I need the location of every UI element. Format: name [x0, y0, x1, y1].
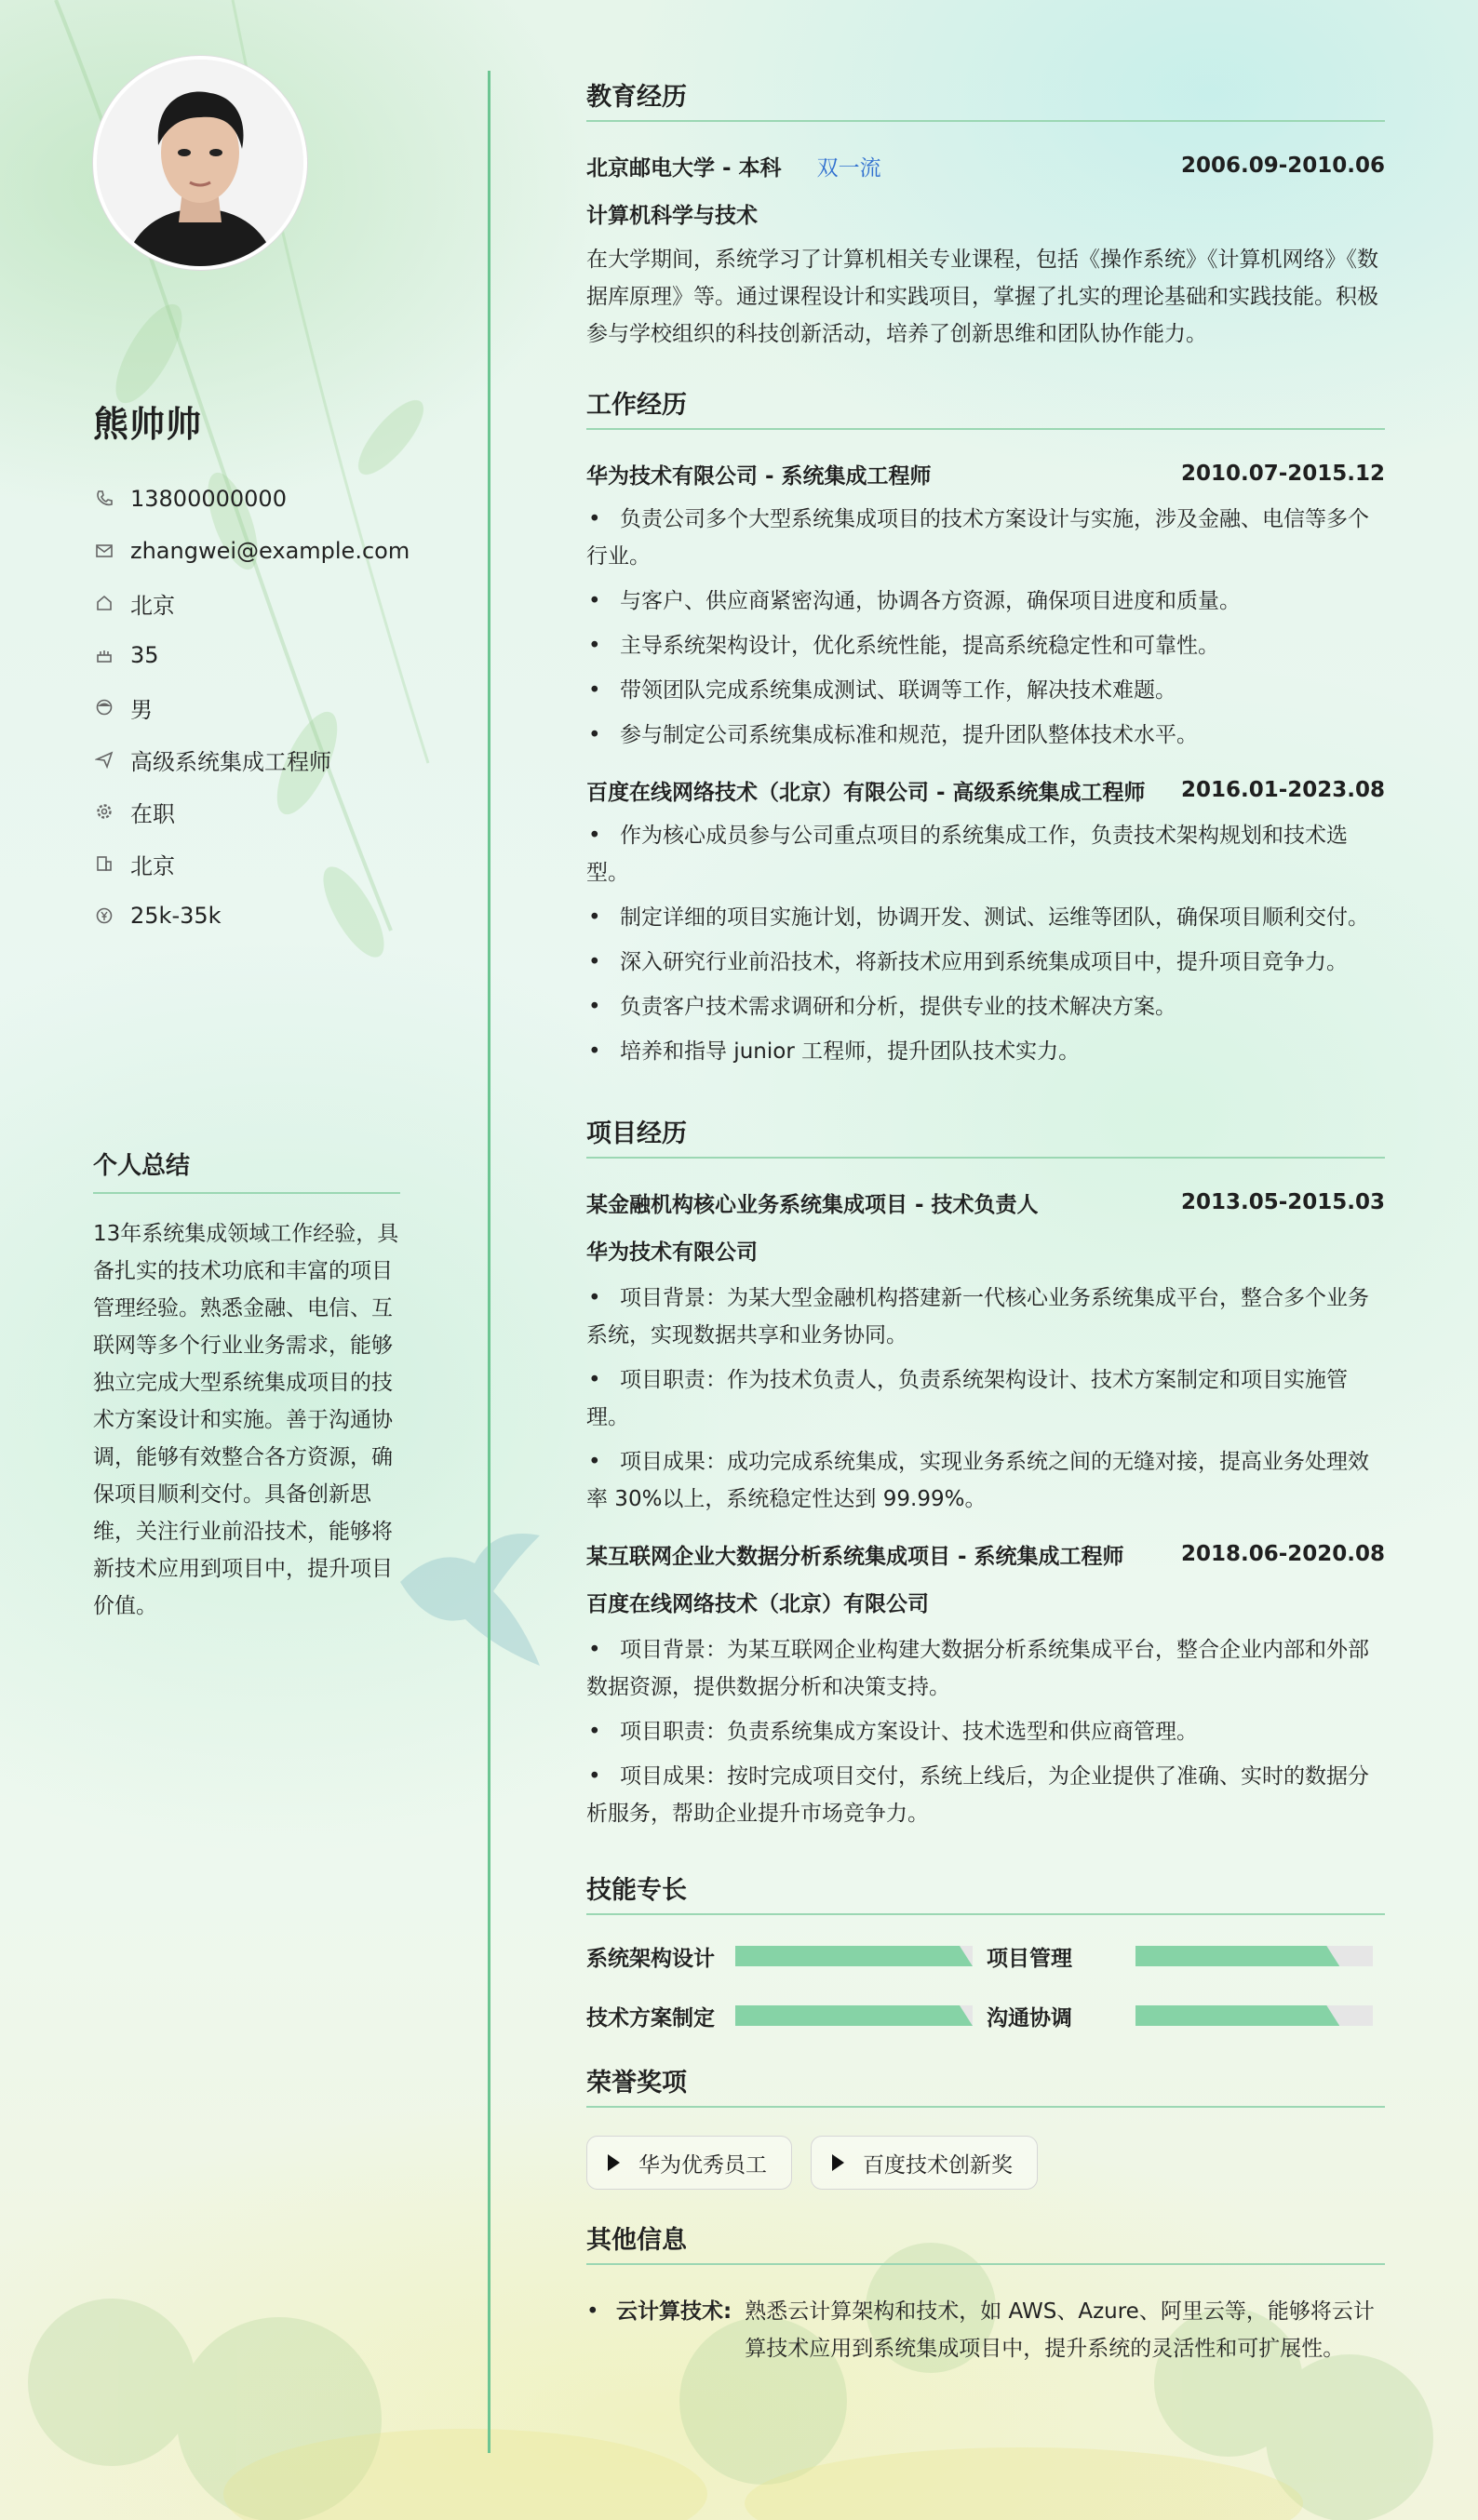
cake-icon: [93, 644, 115, 666]
info-email: [93, 525, 410, 577]
contact-info-list: [93, 473, 410, 942]
skill-item: [586, 1939, 987, 1973]
skill-bar: [1135, 1946, 1373, 1966]
list-item: • 项目背景：为某互联网企业构建大数据分析系统集成平台，整合企业内部和外部数据资源，提供数据分析和决策支持。: [586, 1631, 1385, 1706]
skill-item: [987, 1999, 1387, 2032]
list-item: • 项目职责：作为技术负责人，负责系统架构设计、技术方案制定和项目实施管理。: [586, 1361, 1385, 1436]
education-date: 2006.09-2010.06: [1180, 154, 1385, 178]
summary-text: 13年系统集成领域工作经验，具备扎实的技术功底和丰富的项目管理经验。熟悉金融、电信、互联网等多个行业业务需求，能够独立完成大型系统集成项目的技术方案设计和实施。善于沟通协调，能够有效整合各方资源，确保项目顺利交付。具备创新思维，关注行业前沿技术，能够将新技术应用到项目中，提升项目价值。: [93, 1222, 399, 1618]
project-entry: [586, 1186, 1385, 1518]
skill-name: 项目管理: [987, 1946, 1072, 1971]
skill-bar-fill: [735, 2005, 973, 2026]
info-position: [93, 733, 410, 785]
project-bullets: [586, 1631, 1385, 1832]
other-item: [586, 2293, 1385, 2367]
list-item: • 深入研究行业前沿技术，将新技术应用到系统集成项目中，提升项目竞争力。: [586, 944, 1385, 981]
other-label: 云计算技术:: [616, 2299, 732, 2324]
age-value: 35: [130, 642, 159, 668]
education-description: 在大学期间，系统学习了计算机相关专业课程，包括《操作系统》《计算机网络》《数据库原理》等。通过课程设计和实践项目，掌握了扎实的理论基础和实践技能。积极参与学校组织的科技创新活动，培养了创新思维和团队协作能力。: [586, 248, 1378, 346]
projects-section: [586, 1113, 1385, 1832]
other-section: [586, 2219, 1385, 2367]
award-label: 百度技术创新奖: [863, 2152, 1013, 2178]
gear-icon: [93, 800, 115, 823]
education-title: 教育经历: [586, 76, 1385, 122]
awards-title: 荣誉奖项: [586, 2062, 1385, 2108]
award-chip: [811, 2136, 1038, 2190]
skill-name: 技术方案制定: [586, 2005, 715, 2031]
education-school: 北京邮电大学 - 本科: [586, 155, 782, 181]
skill-item: [987, 1939, 1387, 1973]
play-triangle-icon: [832, 2154, 844, 2171]
send-icon: [93, 748, 115, 771]
award-label: 华为优秀员工: [638, 2152, 767, 2178]
project-date: 2018.06-2020.08: [1180, 1542, 1385, 1566]
mail-icon: [93, 540, 115, 562]
skill-name: 沟通协调: [987, 2005, 1072, 2031]
project-company: 华为技术有限公司: [586, 1240, 758, 1265]
position-value: 高级系统集成工程师: [130, 748, 331, 775]
projects-title: 项目经历: [586, 1113, 1385, 1159]
gender-value: 男: [130, 696, 153, 723]
work-bullets: [586, 501, 1385, 754]
award-chip: [586, 2136, 792, 2190]
project-entry: [586, 1538, 1385, 1832]
list-item: • 培养和指导 junior 工程师，提升团队技术实力。: [586, 1033, 1385, 1070]
school-tag: 双一流: [816, 155, 881, 181]
info-city: [93, 838, 410, 890]
list-item: • 制定详细的项目实施计划，协调开发、测试、运维等团队，确保项目顺利交付。: [586, 899, 1385, 936]
list-item: • 带领团队完成系统集成测试、联调等工作，解决技术难题。: [586, 672, 1385, 709]
awards-section: [586, 2062, 1385, 2190]
work-entry: [586, 458, 1385, 754]
list-item: • 负责公司多个大型系统集成项目的技术方案设计与实施，涉及金融、电信等多个行业。: [586, 501, 1385, 575]
email-value: zhangwei@example.com: [130, 538, 410, 564]
phone-value: 13800000000: [130, 486, 287, 512]
other-text: 熟悉云计算架构和技术，如 AWS、Azure、阿里云等，能够将云计算技术应用到系统集成项目中，提升系统的灵活性和可扩展性。: [745, 2299, 1375, 2361]
skill-item: [586, 1999, 987, 2032]
portrait-photo: [97, 60, 303, 266]
play-triangle-icon: [608, 2154, 620, 2171]
work-title: 工作经历: [586, 384, 1385, 430]
list-item: • 项目背景：为某大型金融机构搭建新一代核心业务系统集成平台，整合多个业务系统，实现数据共享和业务协同。: [586, 1280, 1385, 1354]
list-item: • 参与制定公司系统集成标准和规范，提升团队整体技术水平。: [586, 717, 1385, 754]
work-heading: 华为技术有限公司 - 系统集成工程师: [586, 463, 932, 489]
building-icon: [93, 852, 115, 875]
main-content: [586, 76, 1385, 2367]
info-phone: [93, 473, 410, 525]
awards-list: [586, 2136, 1385, 2190]
list-item: • 负责客户技术需求调研和分析，提供专业的技术解决方案。: [586, 988, 1385, 1025]
status-value: 在职: [130, 800, 175, 827]
salary-value: 25k-35k: [130, 903, 222, 929]
skill-bar-fill: [1135, 1946, 1339, 1966]
work-date: 2016.01-2023.08: [1180, 778, 1385, 802]
project-company: 百度在线网络技术（北京）有限公司: [586, 1592, 929, 1616]
phone-icon: [93, 488, 115, 510]
info-age: [93, 629, 410, 681]
project-entry-header: [586, 1538, 1385, 1570]
info-gender: [93, 681, 410, 733]
work-entry-header: [586, 458, 1385, 489]
skill-bar-fill: [735, 1946, 973, 1966]
skills-section: [586, 1870, 1385, 2032]
bullet-icon: •: [586, 2299, 599, 2324]
skill-bar-fill: [1135, 2005, 1339, 2026]
column-divider: [488, 71, 490, 2453]
city-value: 北京: [130, 852, 175, 879]
other-title: 其他信息: [586, 2219, 1385, 2265]
list-item: • 项目成果：成功完成系统集成，实现业务系统之间的无缝对接，提高业务处理效率 30%以上，系统稳定性达到 99.99%。: [586, 1443, 1385, 1518]
project-entry-header: [586, 1186, 1385, 1218]
avatar: [93, 56, 307, 270]
location-value: 北京: [130, 592, 175, 619]
face-icon: [93, 696, 115, 718]
work-heading: 百度在线网络技术（北京）有限公司 - 高级系统集成工程师: [586, 780, 1146, 805]
info-location: [93, 577, 410, 629]
project-bullets: [586, 1280, 1385, 1518]
summary-title: 个人总结: [93, 1146, 400, 1194]
skill-bar: [735, 1946, 973, 1966]
yen-icon: [93, 905, 115, 927]
skill-bar: [1135, 2005, 1373, 2026]
project-heading: 某互联网企业大数据分析系统集成项目 - 系统集成工程师: [586, 1544, 1124, 1569]
info-salary: [93, 890, 410, 942]
skill-name: 系统架构设计: [586, 1946, 715, 1971]
list-item: • 与客户、供应商紧密沟通，协调各方资源，确保项目进度和质量。: [586, 583, 1385, 620]
list-item: • 项目职责：负责系统集成方案设计、技术选型和供应商管理。: [586, 1713, 1385, 1750]
info-status: [93, 785, 410, 838]
list-item: • 主导系统架构设计，优化系统性能，提高系统稳定性和可靠性。: [586, 627, 1385, 664]
work-entry: [586, 774, 1385, 1070]
work-entry-header: [586, 774, 1385, 806]
education-section: [586, 76, 1385, 353]
skill-bar: [735, 2005, 973, 2026]
education-header: [586, 150, 1385, 181]
project-heading: 某金融机构核心业务系统集成项目 - 技术负责人: [586, 1192, 1039, 1217]
list-item: • 项目成果：按时完成项目交付，系统上线后，为企业提供了准确、实时的数据分析服务，帮助企业提升市场竞争力。: [586, 1758, 1385, 1832]
work-section: [586, 384, 1385, 1070]
work-bullets: [586, 817, 1385, 1070]
candidate-name: 熊帅帅: [93, 404, 203, 445]
skills-grid: [586, 1939, 1385, 2032]
education-major: 计算机科学与技术: [586, 204, 758, 228]
project-date: 2013.05-2015.03: [1180, 1190, 1385, 1214]
list-item: • 作为核心成员参与公司重点项目的系统集成工作，负责技术架构规划和技术选型。: [586, 817, 1385, 891]
home-icon: [93, 592, 115, 614]
skills-title: 技能专长: [586, 1870, 1385, 1915]
work-date: 2010.07-2015.12: [1180, 462, 1385, 486]
